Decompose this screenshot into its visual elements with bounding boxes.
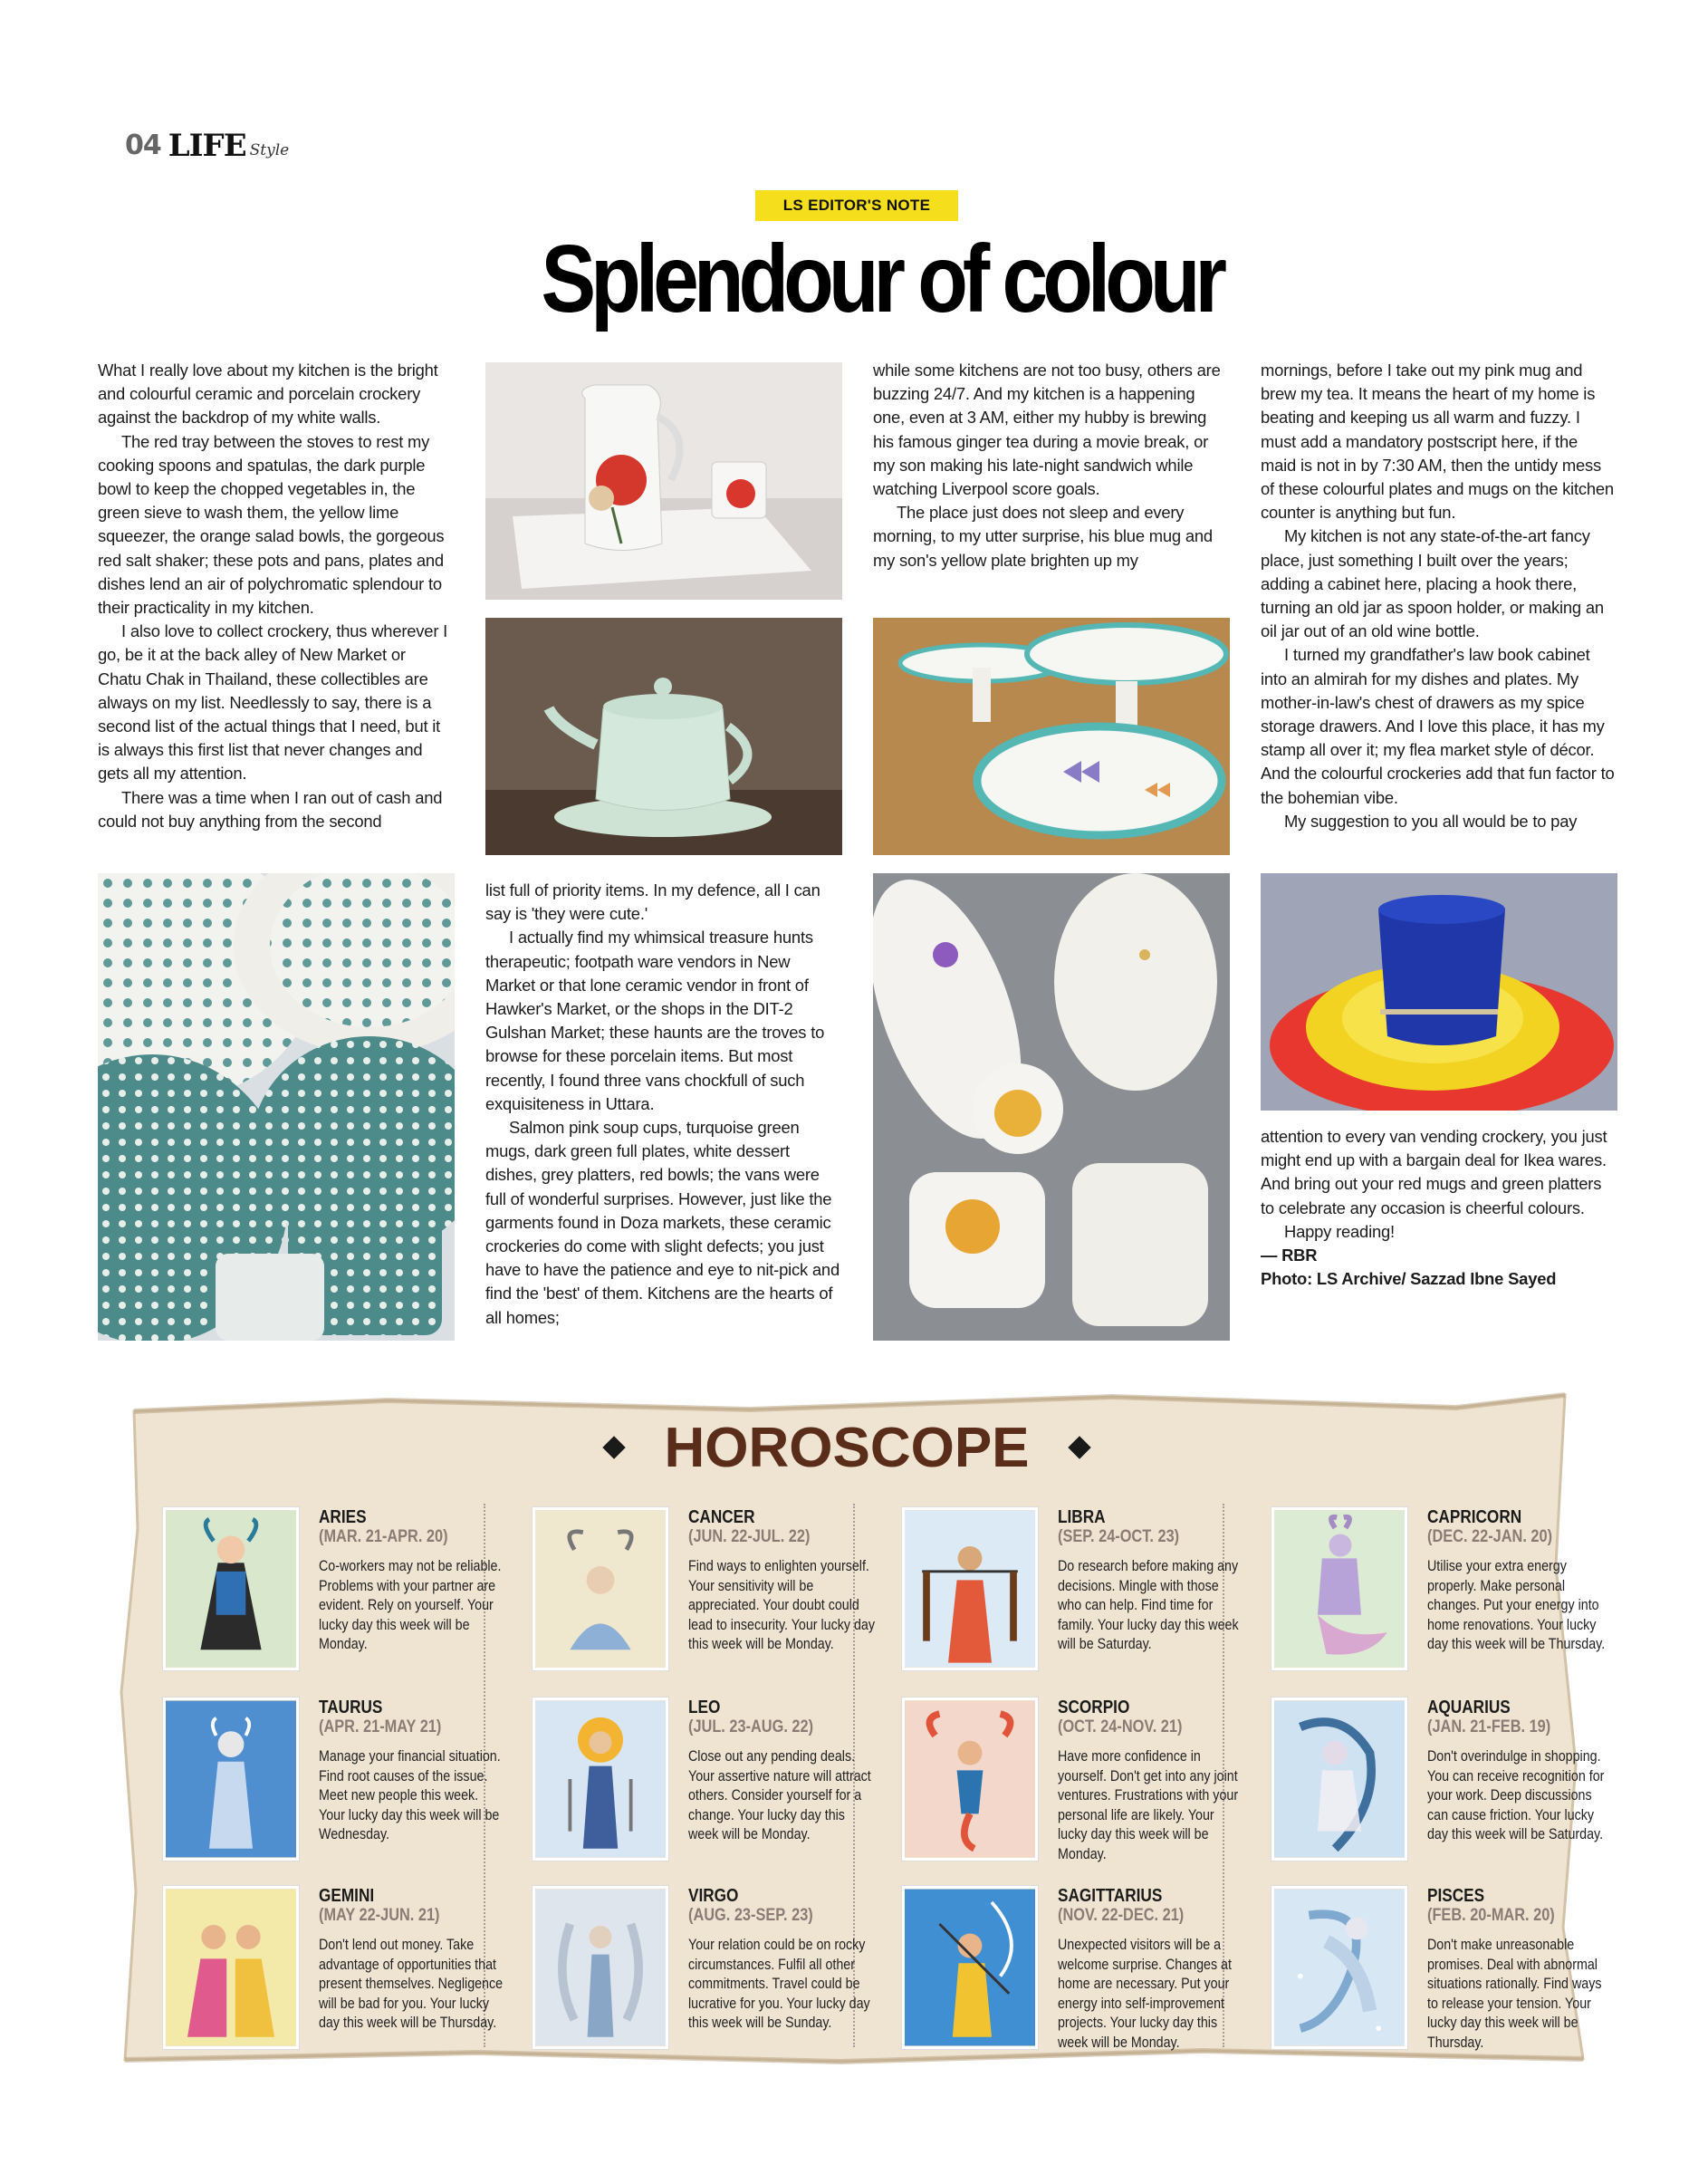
sign-dates: (MAY 22-JUN. 21) (319, 1906, 440, 1925)
article-column-4-continued (1261, 1125, 1616, 1291)
sign-forecast: Don't lend out money. Take advantage of opportunities that present themselves. Negligence will be bad for you. Your lucky day this week will be Thursday. (319, 1936, 504, 2031)
sign-capricorn (1271, 1507, 1625, 1688)
photo-floral-vases (873, 873, 1230, 1341)
headline: Splendour of colour (541, 226, 1222, 332)
diamond-ornament-icon (1068, 1436, 1090, 1458)
sign-name: VIRGO (688, 1886, 739, 1906)
sign-name: CAPRICORN (1427, 1507, 1522, 1527)
paragraph: The red tray between the stoves to rest my cooking spoons and spatulas, the dark purple bowl to keep the chopped vegetables in, the green sieve to wash them, the yellow lime squeezer, the orange salad bowls, the gorgeous red salt shaker; these pots and pans, plates and dishes lend an air of polychromatic splendour to their practicality in my kitchen. (98, 431, 445, 618)
sign-name: TAURUS (319, 1698, 383, 1717)
sign-forecast: Unexpected visitors will be a welcome surprise. Changes at home are necessary. Put your energy into self-improvement projects. Your lucky day this week will be Monday. (1058, 1936, 1232, 2051)
masthead (125, 125, 290, 164)
paragraph: My suggestion to you all would be to pay (1284, 811, 1578, 831)
sagittarius-illustration (902, 1886, 1038, 2049)
sign-aquarius (1271, 1698, 1625, 1879)
sign-name: PISCES (1427, 1886, 1485, 1906)
aquarius-illustration (1271, 1698, 1407, 1861)
sign-dates: (MAR. 21-APR. 20) (319, 1527, 448, 1546)
sign-gemini (163, 1886, 516, 2067)
sign-taurus (163, 1698, 516, 1879)
photo-green-crockery (98, 873, 455, 1341)
sign-dates: (DEC. 22-JAN. 20) (1427, 1527, 1553, 1546)
sign-libra (902, 1507, 1255, 1688)
sign-name: SCORPIO (1058, 1698, 1130, 1717)
sign-scorpio (902, 1698, 1255, 1879)
sign-forecast: Don't make unreasonable promises. Deal with abnormal situations rationally. Find ways to release your tension. Your lucky day this week will be Thursday. (1427, 1936, 1602, 2051)
sign-name: ARIES (319, 1507, 367, 1527)
byline: — RBR (1261, 1246, 1318, 1265)
sign-forecast: Manage your financial situation. Find root causes of the issue. Meet new people this week. Your lucky day this week will be Wednesday. (319, 1747, 501, 1842)
photo-blue-mug (1261, 873, 1617, 1111)
article-column-2 (485, 879, 842, 1330)
pisces-illustration (1271, 1886, 1407, 2049)
paragraph: Happy reading! (1284, 1221, 1395, 1241)
paragraph: Salmon pink soup cups, turquoise green mugs, dark green full plates, white dessert dishes, grey platters, red bowls; the vans were full of wonderful surprises. However, just like the garments found in Doza markets, these ceramic crockeries do come with slight defects; you just have to have the patience and eye to nit-pick and find the 'best' of them. Kitchens are the hearts of all homes; (485, 1118, 840, 1327)
sign-forecast: Your relation could be on rocky circumstances. Fulfil all other commitments. Travel could be lucrative for you. Your lucky day this week will be Sunday. (688, 1936, 870, 2031)
photo-teapot (485, 618, 842, 855)
sign-name: LEO (688, 1698, 721, 1717)
sign-dates: (NOV. 22-DEC. 21) (1058, 1906, 1185, 1925)
sign-dates: (JAN. 21-FEB. 19) (1427, 1717, 1551, 1736)
sign-leo (533, 1698, 886, 1879)
libra-illustration (902, 1507, 1038, 1670)
sign-dates: (SEP. 24-OCT. 23) (1058, 1527, 1180, 1546)
capricorn-illustration (1271, 1507, 1407, 1670)
sign-name: AQUARIUS (1427, 1698, 1511, 1717)
sign-forecast: Utilise your extra energy properly. Make personal changes. Put your energy into home renovations. Your lucky day this week will be Thursday. (1427, 1557, 1606, 1652)
sign-cancer (533, 1507, 886, 1688)
paragraph: My kitchen is not any state-of-the-art fancy place, just something I built over the years; adding a cabinet here, placing a hook there, turning an old jar as spoon holder, or making an oil jar out of an old wine bottle. (1261, 526, 1604, 641)
sign-forecast: Do research before making any decisions. Mingle with those who can help. Find time for family. Your lucky day this week will be Saturday. (1058, 1557, 1239, 1652)
scorpio-illustration (902, 1698, 1038, 1861)
sign-forecast: Don't overindulge in shopping. You can receive recognition for your work. Deep discussions can cause friction. Your lucky day this week will be Saturday. (1427, 1747, 1605, 1842)
article-column-4 (1261, 359, 1616, 833)
sign-dates: (JUN. 22-JUL. 22) (688, 1527, 811, 1546)
paragraph: I also love to collect crockery, thus wherever I go, be it at the back alley of New Market or Chatu Chak in Thailand, these collectibles are always on my list. Needlessly to say, there is a second list of the actual things that I need, but it is always this first list that never changes and gets all my attention. (98, 621, 448, 784)
sign-name: SAGITTARIUS (1058, 1886, 1163, 1906)
section-kicker: LS EDITOR'S NOTE (755, 190, 958, 221)
sign-dates: (OCT. 24-NOV. 21) (1058, 1717, 1183, 1736)
paragraph: mornings, before I take out my pink mug and brew my tea. It means the heart of my home is beating and keeping us all warm and fuzzy. I must add a mandatory postscript here, if the maid is not in by 7:30 AM, then the untidy mess of these colourful plates and mugs on the kitchen counter is anything but fun. (1261, 361, 1614, 523)
gemini-illustration (163, 1886, 299, 2049)
sign-name: LIBRA (1058, 1507, 1106, 1527)
photo-credit: Photo: LS Archive/ Sazzad Ibne Sayed (1261, 1269, 1557, 1289)
virgo-illustration (533, 1886, 668, 2049)
sign-dates: (FEB. 20-MAR. 20) (1427, 1906, 1555, 1925)
cancer-illustration (533, 1507, 668, 1670)
sign-forecast: Co-workers may not be reliable. Problems with your partner are evident. Rely on yourself. Your lucky day this week will be Monday. (319, 1557, 502, 1652)
sign-forecast: Close out any pending deals. Your assertive nature will attract others. Consider yourself for a change. Your lucky day this week will be Monday. (688, 1747, 871, 1842)
horoscope-heading: HOROSCOPE (664, 1416, 1030, 1479)
leo-illustration (533, 1698, 668, 1861)
sign-dates: (AUG. 23-SEP. 23) (688, 1906, 813, 1925)
publication-logo-sub: Style (249, 141, 290, 159)
paragraph: I actually find my whimsical treasure hunts therapeutic; footpath ware vendors in New Market or that lone ceramic vendor in front of Hawker's Market, or the shops in the DIT-2 Gulshan Market; these haunts are the troves to browse for these porcelain items. But most recently, I found three vans chockfull of such exquisiteness in Uttara. (485, 928, 825, 1113)
diamond-ornament-icon (603, 1436, 626, 1458)
sign-dates: (JUL. 23-AUG. 22) (688, 1717, 814, 1736)
aries-illustration (163, 1507, 299, 1670)
paragraph: There was a time when I ran out of cash and could not buy anything from the second (98, 787, 443, 831)
photo-flower-jug (485, 362, 842, 600)
sign-forecast: Have more confidence in yourself. Don't get into any joint ventures. Frustrations with your personal life are likely. Your lucky day this week will be Monday. (1058, 1747, 1239, 1862)
paragraph: while some kitchens are not too busy, others are buzzing 24/7. And my kitchen is a happening one, even at 3 AM, either my hubby is brewing his famous ginger tea during a movie break, or my son making his late-night sandwich while watching Liverpool score goals. (873, 361, 1221, 499)
publication-logo: LIFE (168, 128, 246, 164)
sign-virgo (533, 1886, 886, 2067)
page-number: 04 (125, 130, 161, 161)
paragraph: What I really love about my kitchen is the bright and colourful ceramic and porcelain crockery against the backdrop of my white walls. (98, 361, 438, 428)
sign-pisces (1271, 1886, 1625, 2067)
paragraph: attention to every van vending crockery, you just might end up with a bargain deal for Ikea wares. And bring out your red mugs and green platters to celebrate any occasion is cheerful colours. (1261, 1127, 1607, 1217)
photo-butterfly-plates (873, 618, 1230, 855)
taurus-illustration (163, 1698, 299, 1861)
article-column-1 (98, 359, 453, 833)
sign-forecast: Find ways to enlighten yourself. Your sensitivity will be appreciated. Your doubt could lead to insecurity. Your lucky day this week will be Monday. (688, 1557, 875, 1652)
sign-name: CANCER (688, 1507, 755, 1527)
article-column-3 (873, 359, 1228, 572)
sign-name: GEMINI (319, 1886, 375, 1906)
paragraph: The place just does not sleep and every morning, to my utter surprise, his blue mug and my son's yellow plate brighten up my (873, 503, 1213, 570)
paragraph: I turned my grandfather's law book cabinet into an almirah for my dishes and plates. My mother-in-law's chest of drawers as my spice storage drawers. And I love this place, it has my stamp all over it; my flea market style of décor. And the colourful crockeries add that fun factor to the bohemian vibe. (1261, 645, 1615, 807)
sign-dates: (APR. 21-MAY 21) (319, 1717, 442, 1736)
sign-aries (163, 1507, 516, 1688)
paragraph: list full of priority items. In my defence, all I can say is 'they were cute.' (485, 880, 820, 924)
horoscope-title (589, 1411, 1105, 1484)
sign-sagittarius (902, 1886, 1255, 2067)
